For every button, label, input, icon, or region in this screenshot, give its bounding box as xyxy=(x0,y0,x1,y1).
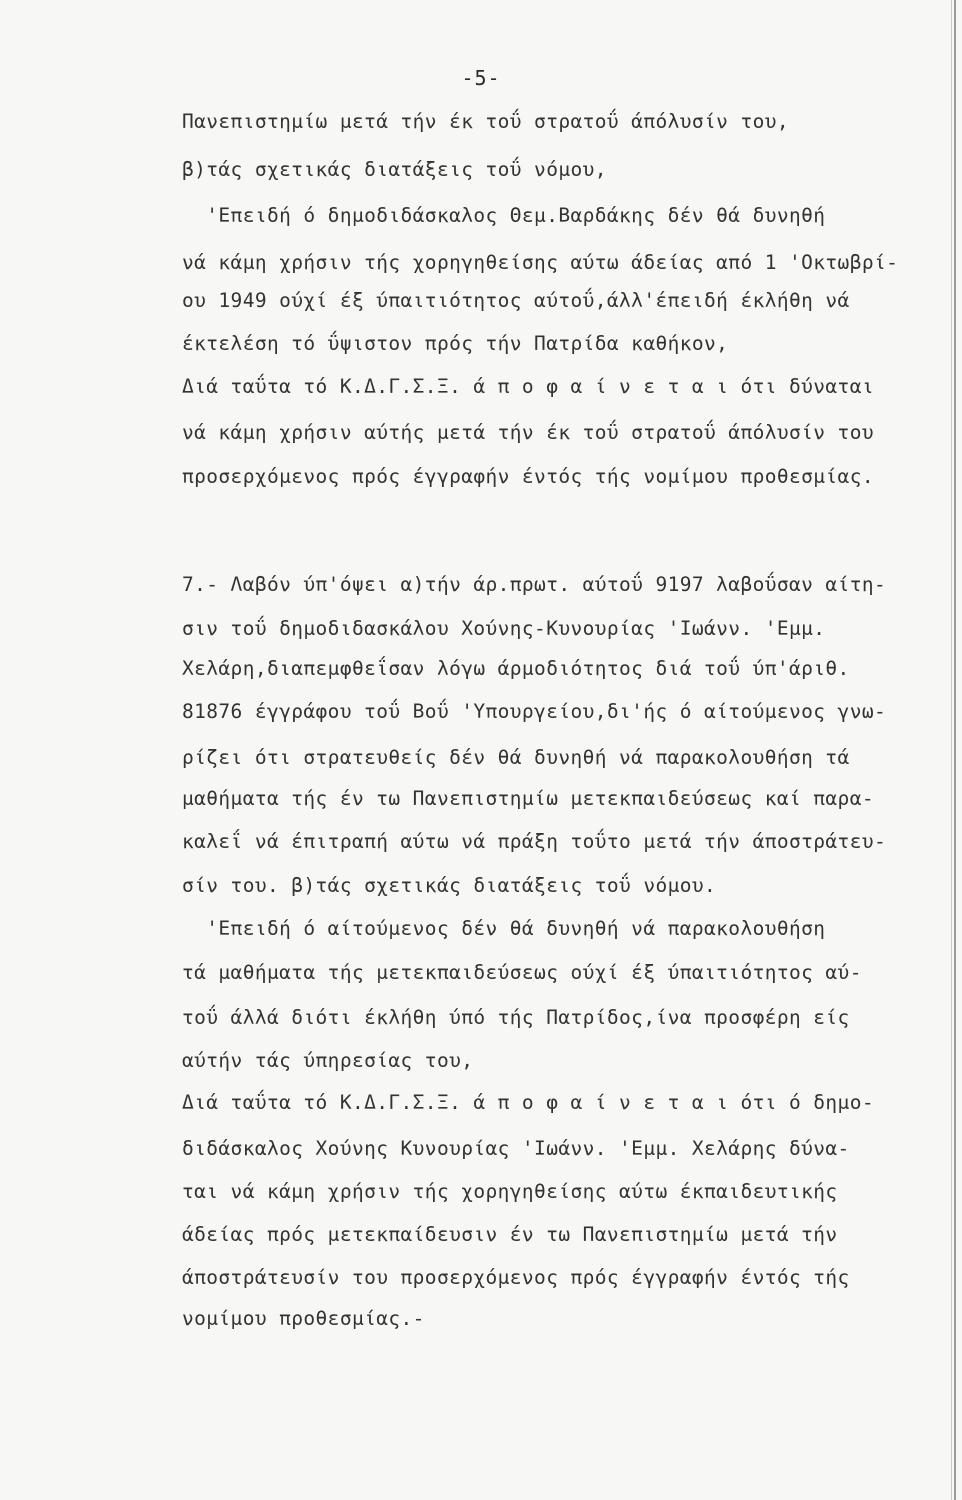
page-number: -5- xyxy=(461,66,501,90)
text-line: Διά ταΰτα τό Κ.Δ.Γ.Σ.Ξ. ά π ο φ α ί ν ε τ α ι ότι δύναται xyxy=(182,375,874,398)
text-line: νά κάμη χρήσιν τής χορηγηθείσης αύτω άδείας από 1 'Οκτωβρί- xyxy=(182,251,899,274)
text-line: άδείας πρός μετεκπαίδευσιν έν τω Πανεπιστημίω μετά τήν xyxy=(182,1223,838,1246)
text-line: Χελάρη,διαπεμφθεΐσαν λόγω άρμοδιότητος διά τοΰ ύπ'άριθ. xyxy=(182,657,850,680)
text-line: 81876 έγγράφου τοΰ Βοΰ 'Υπουργείου,δι'ής ό αίτούμενος γνω- xyxy=(182,700,887,723)
text-line: ρίζει ότι στρατευθείς δέν θά δυνηθή νά παρακολουθήση τά xyxy=(182,746,850,769)
text-line: β)τάς σχετικάς διατάξεις τοΰ νόμου, xyxy=(182,158,607,181)
text-line: διδάσκαλος Χούνης Κυνουρίας 'Ιωάνν. 'Εμμ. Χελάρης δύνα- xyxy=(182,1137,850,1160)
text-line: άποστράτευσίν του προσερχόμενος πρός έγγραφήν έντός τής xyxy=(182,1266,850,1289)
text-line: τοΰ άλλά διότι έκλήθη ύπό τής Πατρίδος,ίνα προσφέρη είς xyxy=(182,1006,850,1029)
text-line: νομίμου προθεσμίας.- xyxy=(182,1307,425,1330)
text-line: Πανεπιστημίω μετά τήν έκ τοΰ στρατοΰ άπόλυσίν του, xyxy=(182,110,789,133)
page-edge-line-inner xyxy=(951,0,952,1500)
text-line: νά κάμη χρήσιν αύτής μετά τήν έκ τοΰ στρατοΰ άπόλυσίν του xyxy=(182,421,874,444)
text-line: σίν του. β)τάς σχετικάς διατάξεις τοΰ νόμου. xyxy=(182,874,717,897)
text-line: ται νά κάμη χρήσιν τής χορηγηθείσης αύτω έκπαιδευτικής xyxy=(182,1180,838,1203)
text-line: μαθήματα τής έν τω Πανεπιστημίω μετεκπαιδεύσεως καί παρα- xyxy=(182,787,874,810)
text-line: 'Επειδή ό δημοδιδάσκαλος Θεμ.Βαρδάκης δέν θά δυνηθή xyxy=(182,204,826,227)
text-line: έκτελέση τό ΰψιστον πρός τήν Πατρίδα καθήκον, xyxy=(182,332,729,355)
text-line: 'Επειδή ό αίτούμενος δέν θά δυνηθή νά παρακολουθήση xyxy=(182,917,826,940)
text-line: προσερχόμενος πρός έγγραφήν έντός τής νομίμου προθεσμίας. xyxy=(182,465,874,488)
text-line: 7.- Λαβόν ύπ'όψει α)τήν άρ.πρωτ. αύτοΰ 9197 λαβοΰσαν αίτη- xyxy=(182,573,887,596)
text-line: ου 1949 ούχί έξ ύπαιτιότητος αύτοΰ,άλλ'έπειδή έκλήθη νά xyxy=(182,289,850,312)
text-line: τά μαθήματα τής μετεκπαιδεύσεως ούχί έξ ύπαιτιότητος αύ- xyxy=(182,961,862,984)
text-line: αύτήν τάς ύπηρεσίας του, xyxy=(182,1049,474,1072)
text-line: σιν τοΰ δημοδιδασκάλου Χούνης-Κυνουρίας 'Ιωάνν. 'Εμμ. xyxy=(182,617,826,640)
text-line: Διά ταΰτα τό Κ.Δ.Γ.Σ.Ξ. ά π ο φ α ί ν ε τ α ι ότι ό δημο- xyxy=(182,1091,874,1114)
text-line: καλεΐ νά έπιτραπή αύτω νά πράξη τοΰτο μετά τήν άποστράτευ- xyxy=(182,830,887,853)
page-edge-line xyxy=(954,0,956,1500)
